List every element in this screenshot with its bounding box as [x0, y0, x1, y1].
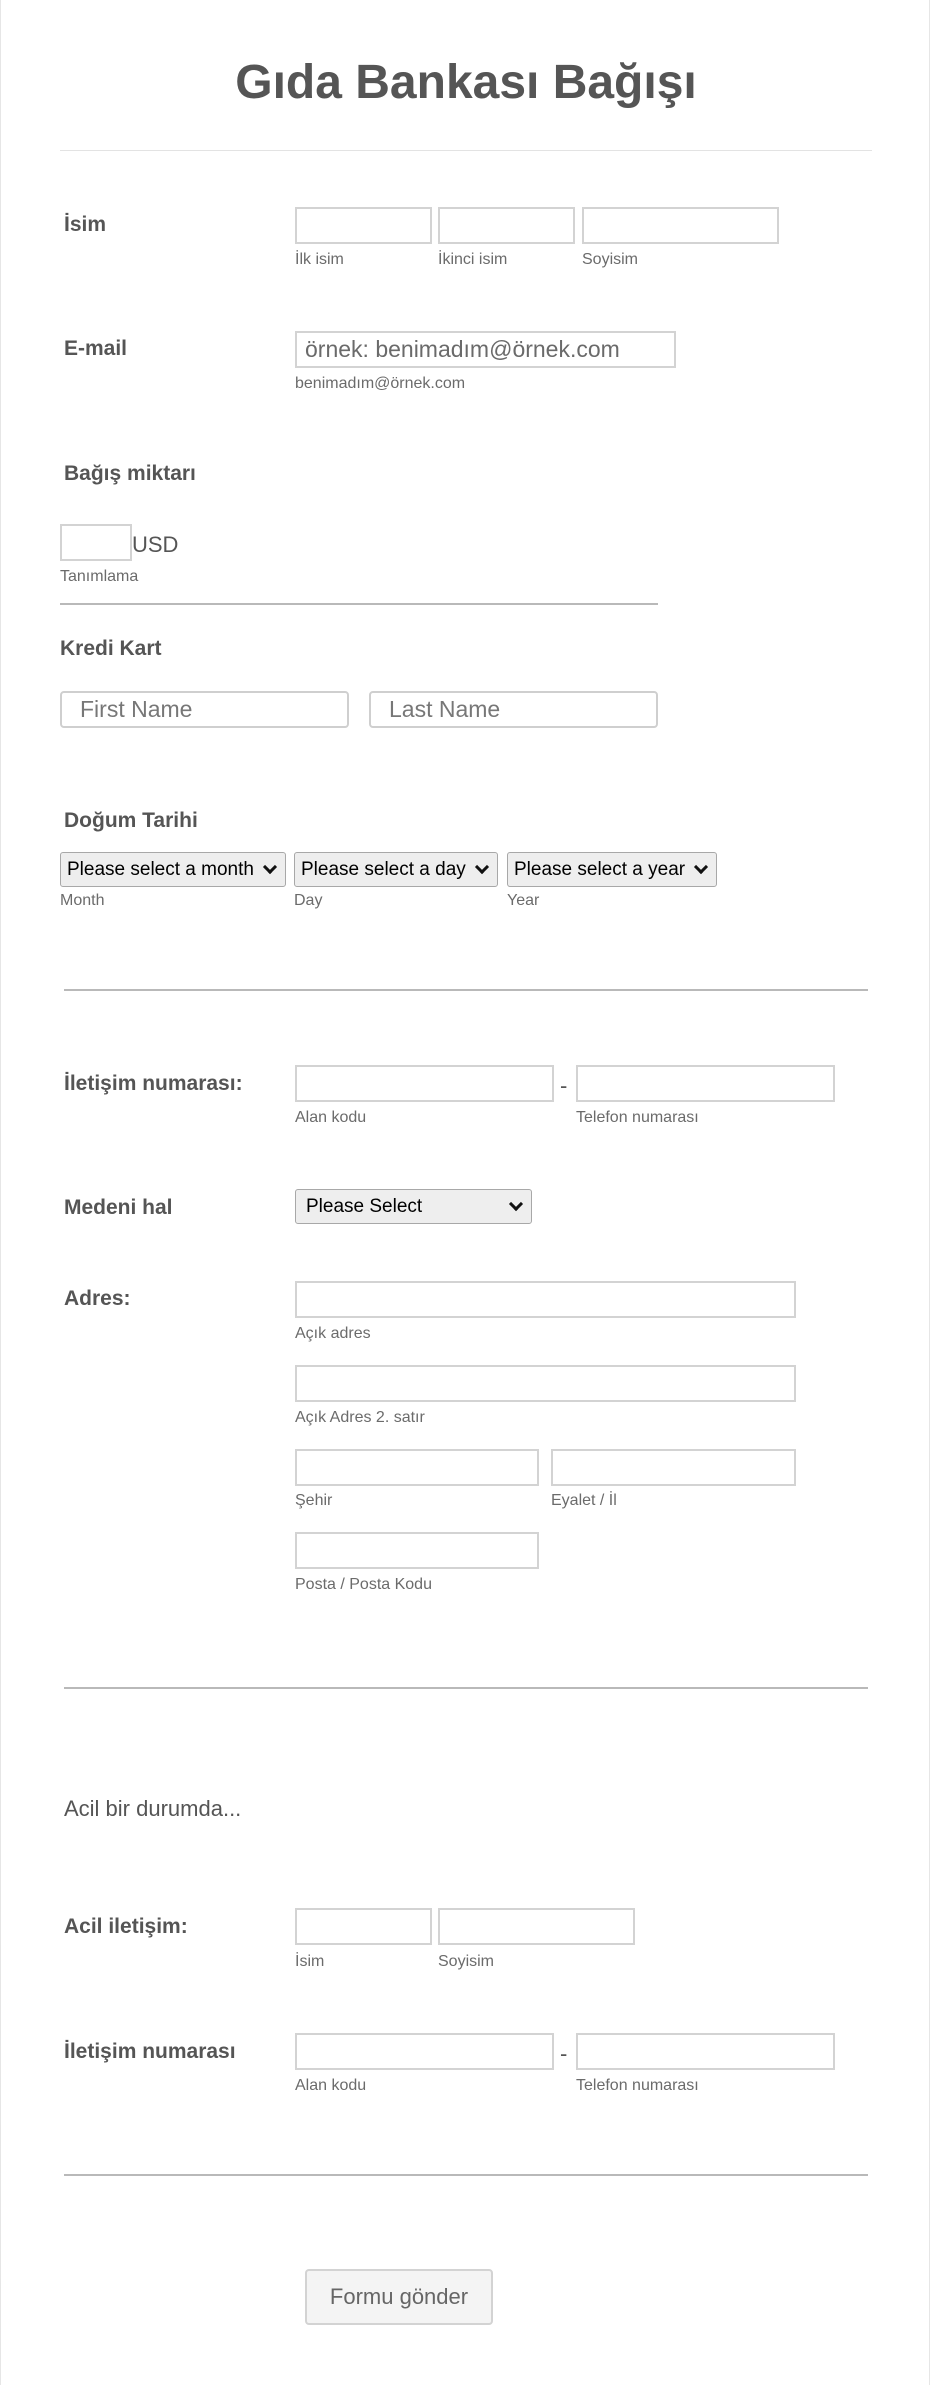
- email-sublabel: benimadım@örnek.com: [295, 375, 466, 392]
- birth-year-value: Please select a year: [514, 858, 686, 880]
- emergency-last-name-sublabel: Soyisim: [438, 1953, 495, 1970]
- section-divider: [64, 1687, 868, 1689]
- city-sublabel: Şehir: [295, 1492, 333, 1509]
- emergency-phone-input[interactable]: [576, 2033, 835, 2070]
- street-address-line2-input[interactable]: [295, 1365, 796, 1402]
- donation-sublabel: Tanımlama: [60, 568, 139, 585]
- address-label: Adres:: [64, 1287, 131, 1310]
- street-address-sublabel: Açık adres: [295, 1325, 371, 1342]
- middle-name-input[interactable]: [438, 207, 575, 244]
- submit-button[interactable]: Formu gönder: [305, 2269, 493, 2325]
- marital-status-label: Medeni hal: [64, 1196, 173, 1219]
- first-name-input[interactable]: [295, 207, 432, 244]
- contact-number-label: İletişim numarası:: [64, 1072, 243, 1095]
- state-sublabel: Eyalet / İl: [551, 1492, 617, 1509]
- contact-area-code-sublabel: Alan kodu: [295, 1109, 367, 1126]
- card-last-name-input[interactable]: [369, 691, 658, 728]
- birth-month-sublabel: Month: [60, 892, 105, 909]
- middle-name-sublabel: İkinci isim: [438, 251, 508, 268]
- birth-day-value: Please select a day: [301, 858, 466, 880]
- card-first-name-input[interactable]: [60, 691, 349, 728]
- email-label: E-mail: [64, 337, 128, 360]
- birth-month-select[interactable]: [60, 852, 286, 887]
- emergency-phone-sublabel: Telefon numarası: [576, 2077, 699, 2094]
- donation-divider: [60, 603, 658, 605]
- emergency-area-code-input[interactable]: [295, 2033, 554, 2070]
- contact-area-code-input[interactable]: [295, 1065, 554, 1102]
- last-name-input[interactable]: [582, 207, 779, 244]
- birth-month-value: Please select a month: [67, 858, 254, 880]
- emergency-number-label: İletişim numarası: [64, 2040, 236, 2063]
- donation-amount-input[interactable]: [60, 524, 132, 561]
- first-name-sublabel: İlk isim: [295, 251, 344, 268]
- chevron-down-icon: [263, 859, 277, 873]
- email-input[interactable]: [295, 331, 676, 368]
- marital-status-select[interactable]: [295, 1189, 532, 1224]
- emergency-contact-label: Acil iletişim:: [64, 1915, 188, 1938]
- donation-label: Bağış miktarı: [64, 462, 196, 485]
- section-divider: [64, 989, 868, 991]
- section-divider: [64, 2174, 868, 2176]
- credit-card-label: Kredi Kart: [60, 637, 162, 660]
- marital-status-value: Please Select: [306, 1195, 423, 1217]
- birth-year-sublabel: Year: [507, 892, 540, 909]
- chevron-down-icon: [509, 1196, 523, 1210]
- zip-code-sublabel: Posta / Posta Kodu: [295, 1576, 432, 1593]
- chevron-down-icon: [694, 859, 708, 873]
- phone-separator: -: [560, 1073, 568, 1098]
- emergency-first-name-sublabel: İsim: [295, 1953, 325, 1970]
- emergency-phone-separator: -: [560, 2041, 568, 2066]
- emergency-intro-text: Acil bir durumda...: [64, 1796, 242, 1821]
- title-divider: [60, 150, 872, 151]
- last-name-sublabel: Soyisim: [582, 251, 639, 268]
- street-address-input[interactable]: [295, 1281, 796, 1318]
- name-label: İsim: [64, 213, 107, 236]
- zip-code-input[interactable]: [295, 1532, 539, 1569]
- emergency-area-code-sublabel: Alan kodu: [295, 2077, 367, 2094]
- birth-day-select[interactable]: [294, 852, 498, 887]
- city-input[interactable]: [295, 1449, 539, 1486]
- street-address-line2-sublabel: Açık Adres 2. satır: [295, 1409, 425, 1426]
- form-title: Gıda Bankası Bağışı: [235, 56, 697, 109]
- currency-label: USD: [132, 532, 179, 557]
- emergency-last-name-input[interactable]: [438, 1908, 635, 1945]
- contact-phone-input[interactable]: [576, 1065, 835, 1102]
- birth-date-label: Doğum Tarihi: [64, 809, 198, 832]
- birth-year-select[interactable]: [507, 852, 717, 887]
- state-input[interactable]: [551, 1449, 796, 1486]
- birth-day-sublabel: Day: [294, 892, 323, 909]
- chevron-down-icon: [475, 859, 489, 873]
- emergency-first-name-input[interactable]: [295, 1908, 432, 1945]
- contact-phone-sublabel: Telefon numarası: [576, 1109, 699, 1126]
